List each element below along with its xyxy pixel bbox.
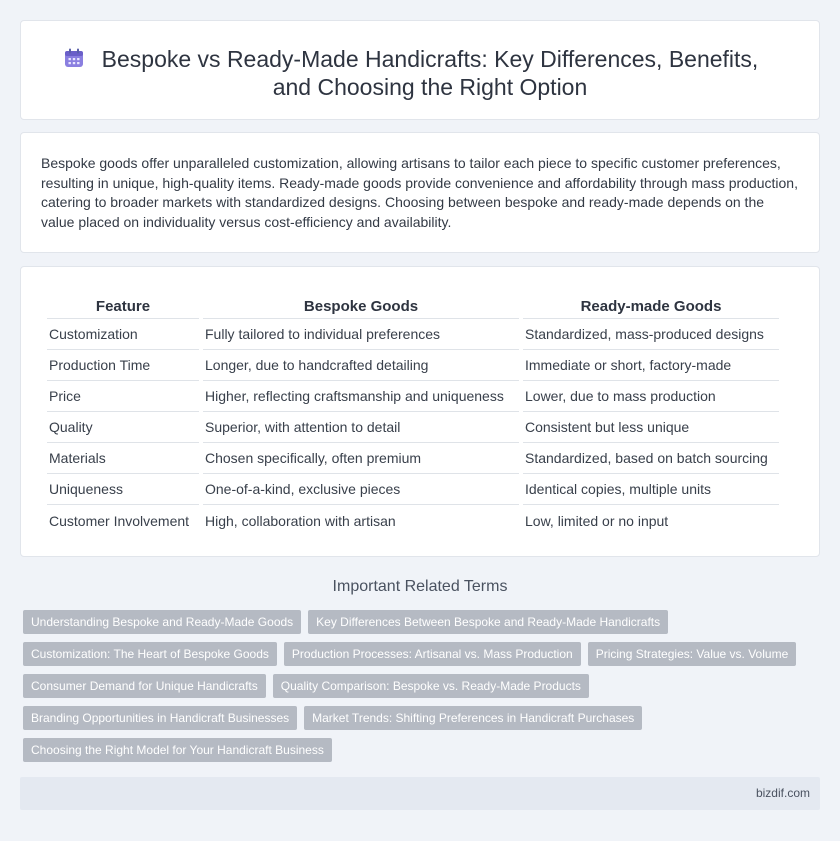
cell-feature: Materials (47, 443, 199, 474)
cell-feature: Production Time (47, 350, 199, 381)
table-row (47, 505, 779, 536)
cell-feature: Customer Involvement (49, 512, 190, 529)
related-term-tag[interactable]: Customization: The Heart of Bespoke Goods (23, 642, 277, 666)
table-row (47, 381, 779, 412)
cell-feature: Uniqueness (47, 474, 199, 505)
header-card (20, 20, 820, 120)
cell-bespoke: Fully tailored to individual preferences (203, 319, 519, 350)
cell-ready-made: Low, limited or no input (525, 512, 669, 529)
cell-ready-made: Consistent but less unique (523, 412, 779, 443)
table-row (47, 319, 779, 350)
cell-bespoke: High, collaboration with artisan (205, 512, 396, 529)
related-term-tag[interactable]: Consumer Demand for Unique Handicrafts (23, 674, 266, 698)
intro-card (20, 132, 820, 253)
cell-bespoke: Superior, with attention to detail (203, 412, 519, 443)
related-term-tag[interactable]: Branding Opportunities in Handicraft Businesses (23, 706, 297, 730)
table-row (47, 412, 779, 443)
cell-feature: Price (47, 381, 199, 412)
related-term-tag[interactable]: Pricing Strategies: Value vs. Volume (588, 642, 797, 666)
cell-bespoke: One-of-a-kind, exclusive pieces (203, 474, 519, 505)
header-bespoke: Bespoke Goods (203, 295, 519, 319)
related-term-tag[interactable]: Key Differences Between Bespoke and Ready-Made Handicrafts (308, 610, 668, 634)
table-row (47, 350, 779, 381)
related-terms-list (23, 610, 813, 770)
table-row (47, 443, 779, 474)
related-term-tag[interactable]: Choosing the Right Model for Your Handicraft Business (23, 738, 332, 762)
related-term-tag[interactable]: Quality Comparison: Bespoke vs. Ready-Made Products (273, 674, 589, 698)
table-header-row (47, 295, 779, 319)
cell-ready-made: Standardized, mass-produced designs (523, 319, 779, 350)
cell-bespoke: Longer, due to handcrafted detailing (203, 350, 519, 381)
related-term-tag[interactable]: Production Processes: Artisanal vs. Mass Production (284, 642, 581, 666)
cell-ready-made: Lower, due to mass production (523, 381, 779, 412)
cell-ready-made: Immediate or short, factory-made (523, 350, 779, 381)
header-feature: Feature (47, 295, 199, 319)
footer (20, 777, 820, 810)
related-term-tag[interactable]: Understanding Bespoke and Ready-Made Goods (23, 610, 301, 634)
related-terms-heading: Important Related Terms (332, 578, 508, 595)
intro-paragraph: Bespoke goods offer unparalleled customization, allowing artisans to tailor each piece to specific customer preferences, resulting in unique, high-quality items. Ready-made goods provide convenience and affordability through mass production, catering to broader markets with standardized designs. Choosing between bespoke and ready-made depends on the value placed on individuality versus cost-efficiency and availability. (41, 155, 798, 230)
cell-bespoke: Chosen specifically, often premium (203, 443, 519, 474)
related-term-tag[interactable]: Market Trends: Shifting Preferences in Handicraft Purchases (304, 706, 642, 730)
page-title: Bespoke vs Ready-Made Handicrafts: Key Differences, Benefits, and Choosing the Right Option (101, 46, 759, 100)
cell-bespoke: Higher, reflecting craftsmanship and uniqueness (203, 381, 519, 412)
cell-ready-made: Standardized, based on batch sourcing (523, 443, 779, 474)
cell-feature: Quality (47, 412, 199, 443)
comparison-table (43, 295, 783, 536)
header-ready-made: Ready-made Goods (523, 295, 779, 319)
cell-feature: Customization (47, 319, 199, 350)
comparison-card (20, 266, 820, 557)
site-link[interactable]: bizdif.com (755, 786, 810, 800)
table-row (47, 474, 779, 505)
cell-ready-made: Identical copies, multiple units (523, 474, 779, 505)
